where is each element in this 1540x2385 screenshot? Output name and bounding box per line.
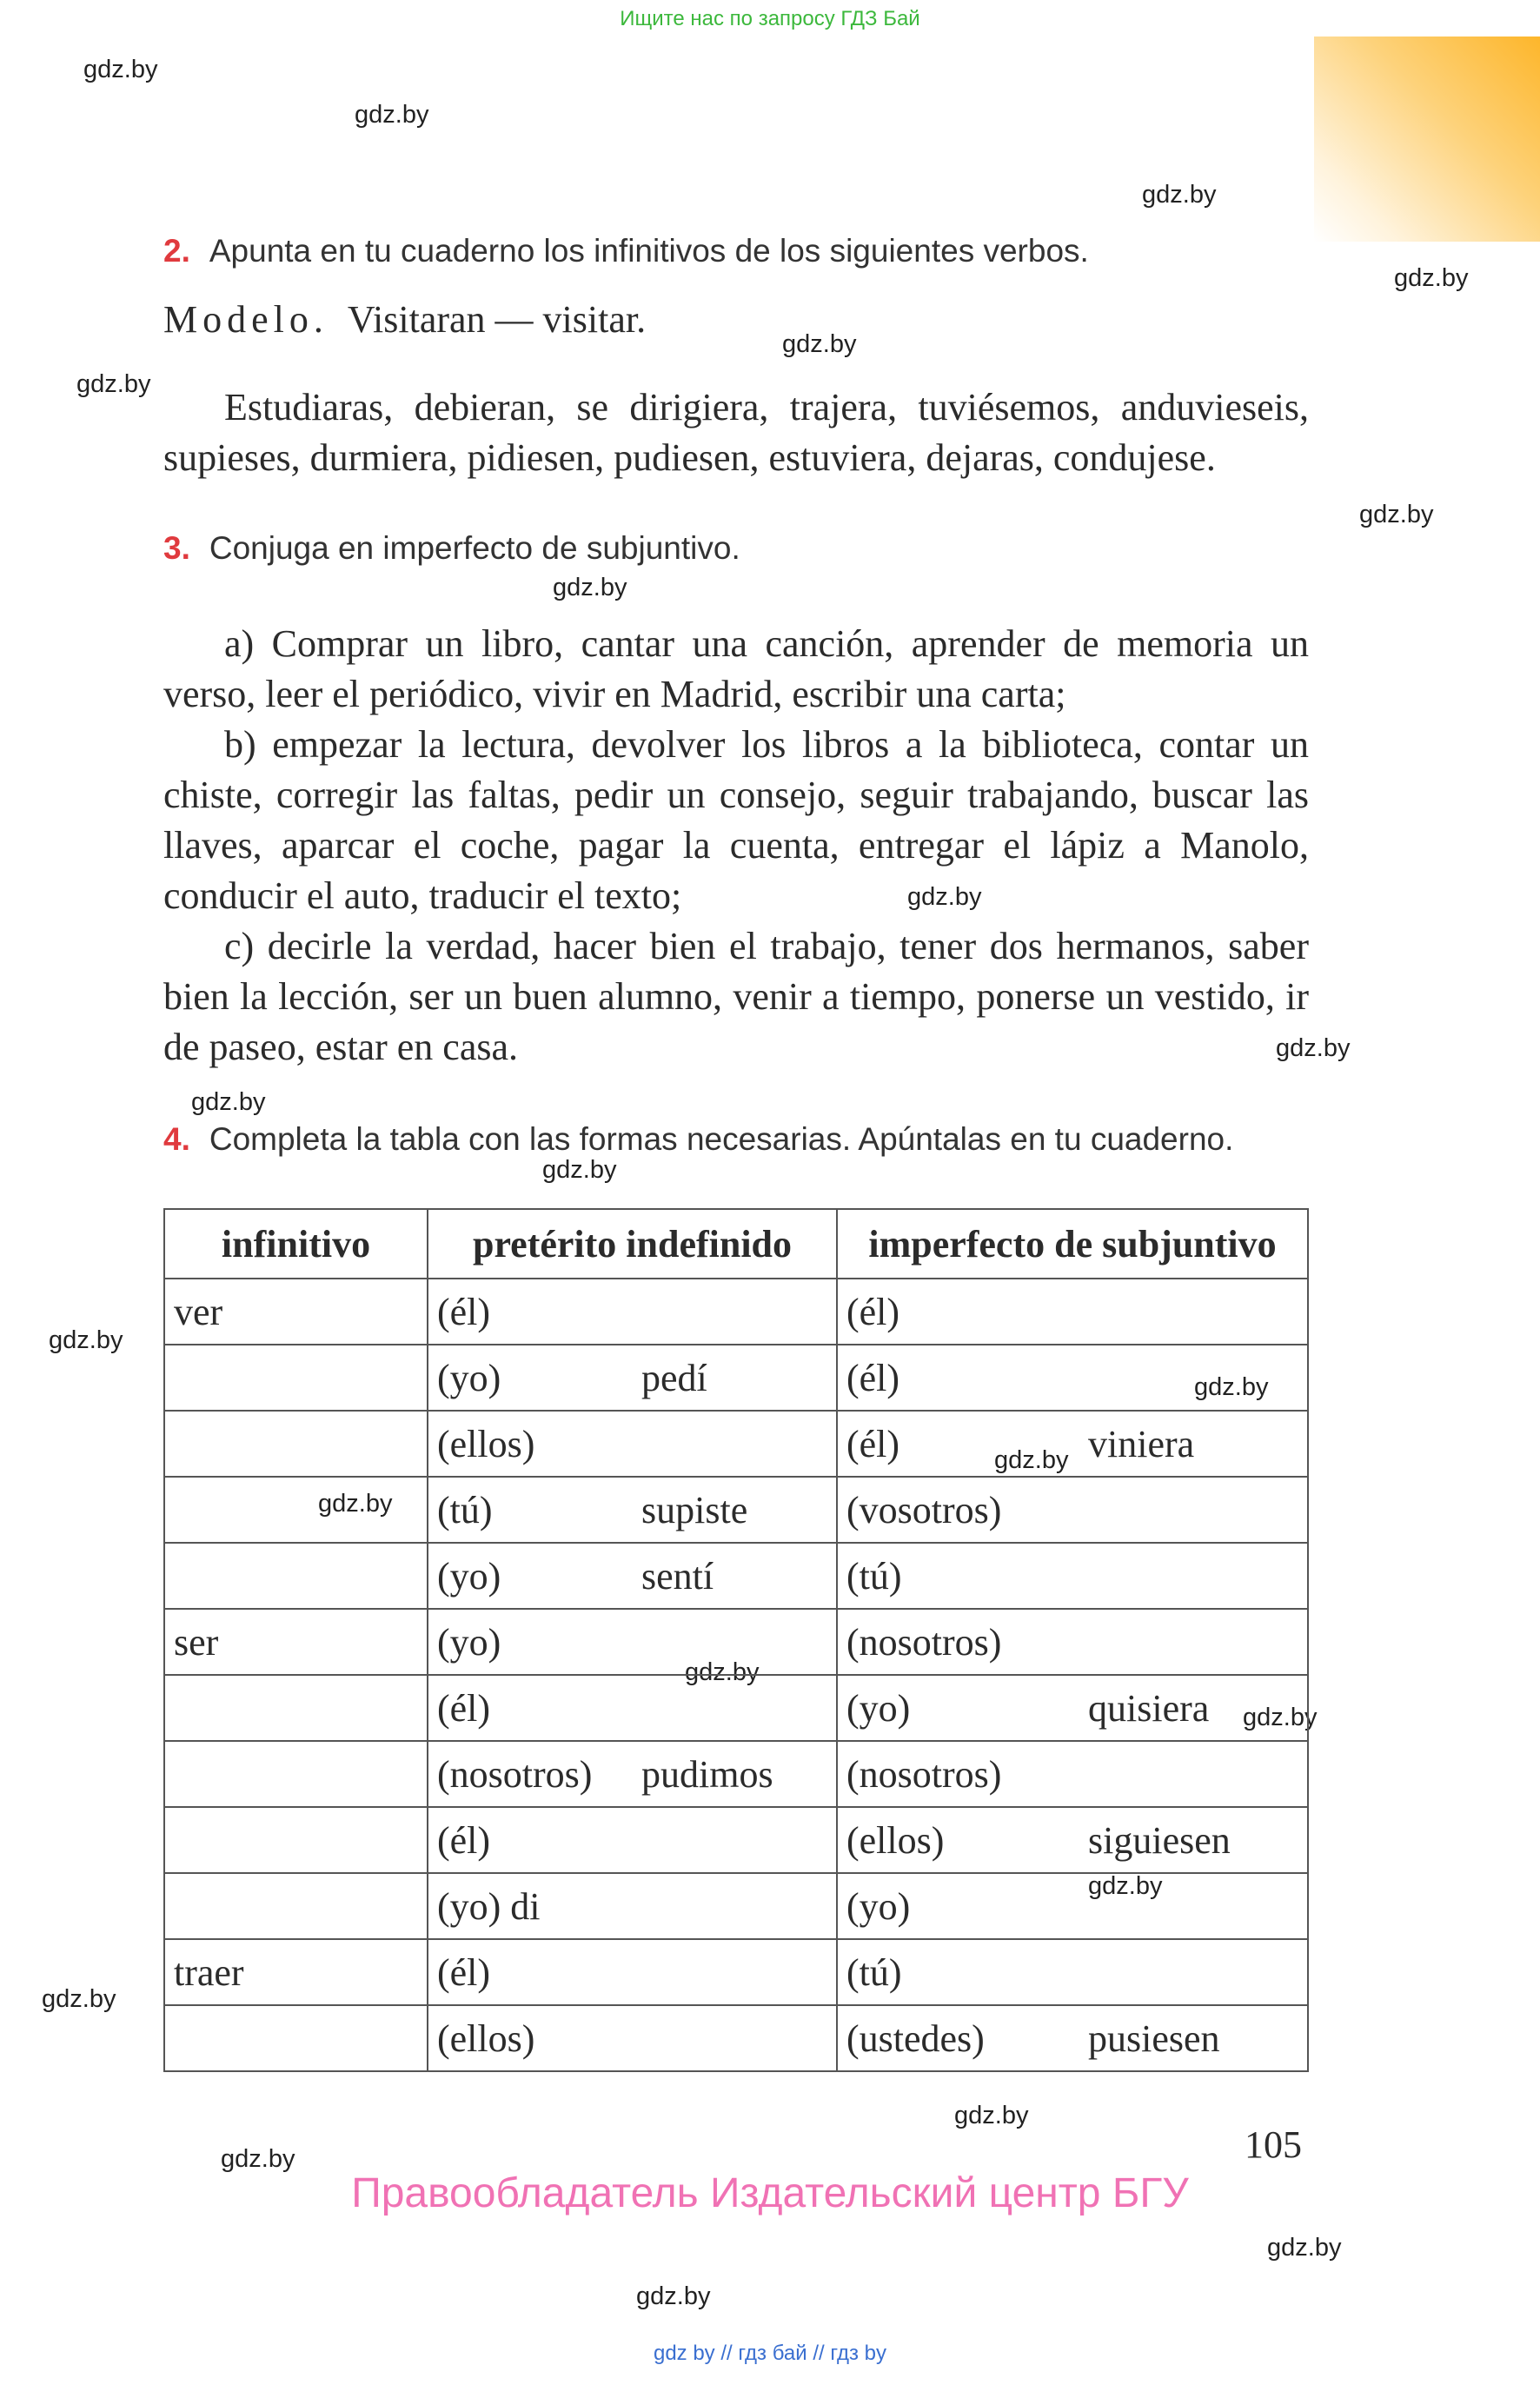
exercise-3-heading (163, 530, 740, 567)
watermark: gdz.by (1394, 264, 1469, 292)
verb-table (163, 1208, 1309, 2072)
pronoun: (nosotros) (437, 1752, 593, 1796)
watermark: gdz.by (636, 2282, 711, 2310)
verb-form: viniera (1088, 1422, 1195, 1465)
watermark: gdz.by (907, 883, 982, 911)
infinitive: traer (174, 1950, 244, 1994)
watermark: gdz.by (553, 574, 627, 601)
verb-form: pudimos (641, 1752, 773, 1796)
item-b: b) empezar la lectura, devolver los libros a la biblioteca, contar un chiste, corregir las faltas, pedir un consejo, seguir trabajando, buscar las llaves, aparcar el coche, pagar la cuenta, entregar el lápiz a Manolo, conducir el auto, traducir el texto; (163, 723, 1309, 917)
preterite-cell (428, 1279, 837, 1345)
watermark: gdz.by (542, 1156, 617, 1184)
preterite-cell (428, 1807, 837, 1873)
subjunctive-cell (837, 1543, 1308, 1609)
pronoun: (él) (846, 1290, 900, 1333)
copyright-owner: Правообладатель Издательский центр БГУ (351, 2170, 1189, 2216)
pronoun: (vosotros) (846, 1488, 1002, 1531)
exercise-number: 3. (163, 530, 190, 566)
corner-decoration (1314, 37, 1540, 242)
table-row (164, 1345, 1308, 1411)
watermark: gdz.by (76, 370, 151, 398)
subjunctive-cell (837, 1807, 1308, 1873)
infinitive-cell (164, 1873, 428, 1939)
verb-table-wrapper (163, 1208, 1307, 2072)
infinitive: ser (174, 1620, 219, 1664)
exercise-number: 4. (163, 1121, 190, 1157)
watermark: gdz.by (1194, 1373, 1269, 1401)
pronoun: (yo) (846, 1884, 911, 1928)
table-row (164, 1543, 1308, 1609)
table-row (164, 1807, 1308, 1873)
preterite-cell (428, 1477, 837, 1543)
table-row (164, 1873, 1308, 1939)
watermark: gdz.by (1267, 2234, 1342, 2262)
pronoun: (tú) (846, 1554, 902, 1598)
infinitive-cell (164, 1279, 428, 1345)
subjunctive-cell (837, 1873, 1308, 1939)
pronoun: (él) (437, 1686, 491, 1730)
subjunctive-cell (837, 1279, 1308, 1345)
infinitive-cell (164, 1543, 428, 1609)
infinitive-cell (164, 1675, 428, 1741)
preterite-cell (428, 1939, 837, 2005)
watermark: gdz.by (685, 1658, 760, 1686)
pronoun: (nosotros) (846, 1752, 1002, 1796)
item-a: a) Comprar un libro, cantar una canción, aprender de memoria un verso, leer el periódico, vivir en Madrid, escribir una carta; (163, 622, 1309, 715)
exercise-number: 2. (163, 233, 190, 269)
pronoun: (ellos) (846, 1818, 945, 1862)
pronoun: (ustedes) (846, 2016, 985, 2060)
pronoun: (tú) (846, 1950, 902, 1994)
pronoun: (él) (437, 1818, 491, 1862)
top-banner[interactable]: Ищите нас по запросу ГДЗ Бай (620, 7, 920, 30)
pronoun: (tú) (437, 1488, 493, 1531)
watermark: gdz.by (49, 1326, 123, 1354)
pronoun: (él) (437, 1950, 491, 1994)
pronoun: (yo) (437, 1554, 501, 1598)
watermark: gdz.by (1243, 1704, 1318, 1731)
verbs-paragraph: Estudiaras, debieran, se dirigiera, trajera, tuviésemos, anduvieseis, supieses, durmiera, pidiesen, pudiesen, estuviera, dejaras, condujese. (163, 386, 1309, 479)
subjunctive-cell (837, 2005, 1308, 2071)
infinitive: ver (174, 1290, 223, 1333)
subjunctive-cell (837, 1609, 1308, 1675)
watermark: gdz.by (318, 1490, 393, 1518)
infinitive-cell (164, 1609, 428, 1675)
table-header-row (164, 1209, 1308, 1279)
column-header: infinitivo (164, 1209, 428, 1279)
watermark: gdz.by (1088, 1872, 1163, 1900)
modelo-line (163, 297, 646, 342)
infinitive-cell (164, 1345, 428, 1411)
pronoun: (yo) (846, 1686, 911, 1730)
subjunctive-cell (837, 1675, 1308, 1741)
column-header: pretérito indefinido (428, 1209, 837, 1279)
watermark: gdz.by (1359, 501, 1434, 528)
infinitive-cell (164, 1411, 428, 1477)
column-header: imperfecto de subjuntivo (837, 1209, 1308, 1279)
preterite-cell (428, 1741, 837, 1807)
table-row (164, 1675, 1308, 1741)
pronoun: (yo) (437, 1620, 501, 1664)
table-row (164, 1939, 1308, 2005)
pronoun: (él) (846, 1422, 900, 1465)
exercise-2-heading (163, 233, 1089, 269)
exercise-instruction: Conjuga en imperfecto de subjuntivo. (209, 530, 740, 566)
table-row (164, 1279, 1308, 1345)
table-row (164, 1477, 1308, 1543)
watermark: gdz.by (1276, 1034, 1351, 1062)
verb-form: quisiera (1088, 1686, 1210, 1730)
watermark: gdz.by (782, 330, 857, 358)
exercise-instruction: Completa la tabla con las formas necesarias. Apúntalas en tu cuaderno. (209, 1121, 1234, 1157)
infinitive-cell (164, 1741, 428, 1807)
modelo-text: Visitaran — visitar. (347, 298, 647, 341)
subjunctive-cell (837, 1477, 1308, 1543)
pronoun: (yo) di (437, 1884, 541, 1928)
table-row (164, 1741, 1308, 1807)
pronoun: (él) (846, 1356, 900, 1399)
bottom-links[interactable]: gdz by // гдз бай // гдз by (653, 2342, 887, 2365)
watermark: gdz.by (191, 1088, 266, 1116)
verb-form: siguiesen (1088, 1818, 1231, 1862)
verb-form: supiste (641, 1488, 748, 1531)
subjunctive-cell (837, 1741, 1308, 1807)
preterite-cell (428, 1411, 837, 1477)
subjunctive-cell (837, 1345, 1308, 1411)
pronoun: (ellos) (437, 2016, 535, 2060)
watermark: gdz.by (355, 101, 429, 129)
exercise-4-heading (163, 1121, 1233, 1158)
preterite-cell (428, 2005, 837, 2071)
watermark: gdz.by (42, 1985, 116, 2013)
preterite-cell (428, 1609, 837, 1675)
pronoun: (él) (437, 1290, 491, 1333)
pronoun: (nosotros) (846, 1620, 1002, 1664)
page-number: 105 (1245, 2123, 1302, 2166)
watermark: gdz.by (954, 2102, 1029, 2129)
exercise-3-items (163, 619, 1309, 1073)
subjunctive-cell (837, 1939, 1308, 2005)
table-row (164, 2005, 1308, 2071)
infinitive-cell (164, 1807, 428, 1873)
verb-form: pusiesen (1088, 2016, 1220, 2060)
table-row (164, 1411, 1308, 1477)
subjunctive-cell (837, 1411, 1308, 1477)
exercise-instruction: Apunta en tu cuaderno los infinitivos de los siguientes verbos. (209, 233, 1089, 269)
watermark: gdz.by (994, 1446, 1069, 1474)
watermark: gdz.by (221, 2145, 295, 2173)
exercise-2-verbs (163, 382, 1309, 483)
pronoun: (yo) (437, 1356, 501, 1399)
watermark: gdz.by (1142, 181, 1217, 209)
infinitive-cell (164, 1939, 428, 2005)
pronoun: (ellos) (437, 1422, 535, 1465)
infinitive-cell (164, 1477, 428, 1543)
verb-form: sentí (641, 1554, 714, 1598)
infinitive-cell (164, 2005, 428, 2071)
preterite-cell (428, 1675, 837, 1741)
table-row (164, 1609, 1308, 1675)
preterite-cell (428, 1345, 837, 1411)
preterite-cell (428, 1543, 837, 1609)
verb-form: pedí (641, 1356, 707, 1399)
item-c: c) decirle la verdad, hacer bien el trabajo, tener dos hermanos, saber bien la lección, ser un buen alumno, venir a tiempo, ponerse un vestido, ir de paseo, estar en casa. (163, 925, 1309, 1068)
preterite-cell (428, 1873, 837, 1939)
modelo-label: Modelo. (163, 298, 329, 341)
watermark: gdz.by (83, 56, 158, 83)
